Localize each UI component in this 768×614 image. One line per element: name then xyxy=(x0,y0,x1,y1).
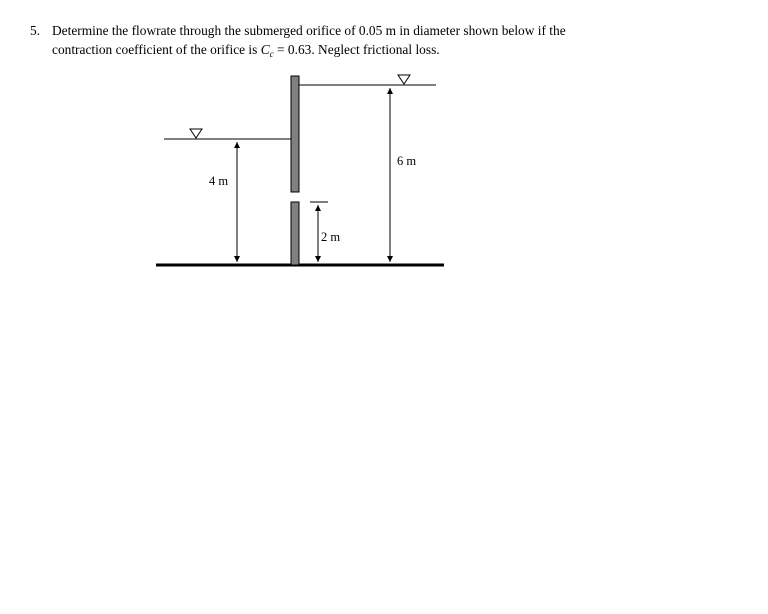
problem-line-2-start: contraction coefficient of the orifice is xyxy=(52,42,261,57)
upper-wall-plate xyxy=(291,76,299,192)
right-water-level-icon xyxy=(398,75,410,84)
right-depth-label: 6 m xyxy=(397,154,417,168)
orifice-height-label: 2 m xyxy=(321,230,341,244)
problem-number: 5. xyxy=(30,23,41,38)
problem-line-1: Determine the flowrate through the submerged orifice of 0.05 m in diameter shown below if the xyxy=(52,23,566,38)
left-water-level-icon xyxy=(190,129,202,138)
coefficient-subscript: c xyxy=(269,49,274,59)
coefficient-symbol: C xyxy=(260,42,270,57)
lower-wall-plate xyxy=(291,202,299,265)
problem-line-2-end: = 0.63. Neglect frictional loss. xyxy=(273,42,440,57)
left-depth-label: 4 m xyxy=(209,174,229,188)
